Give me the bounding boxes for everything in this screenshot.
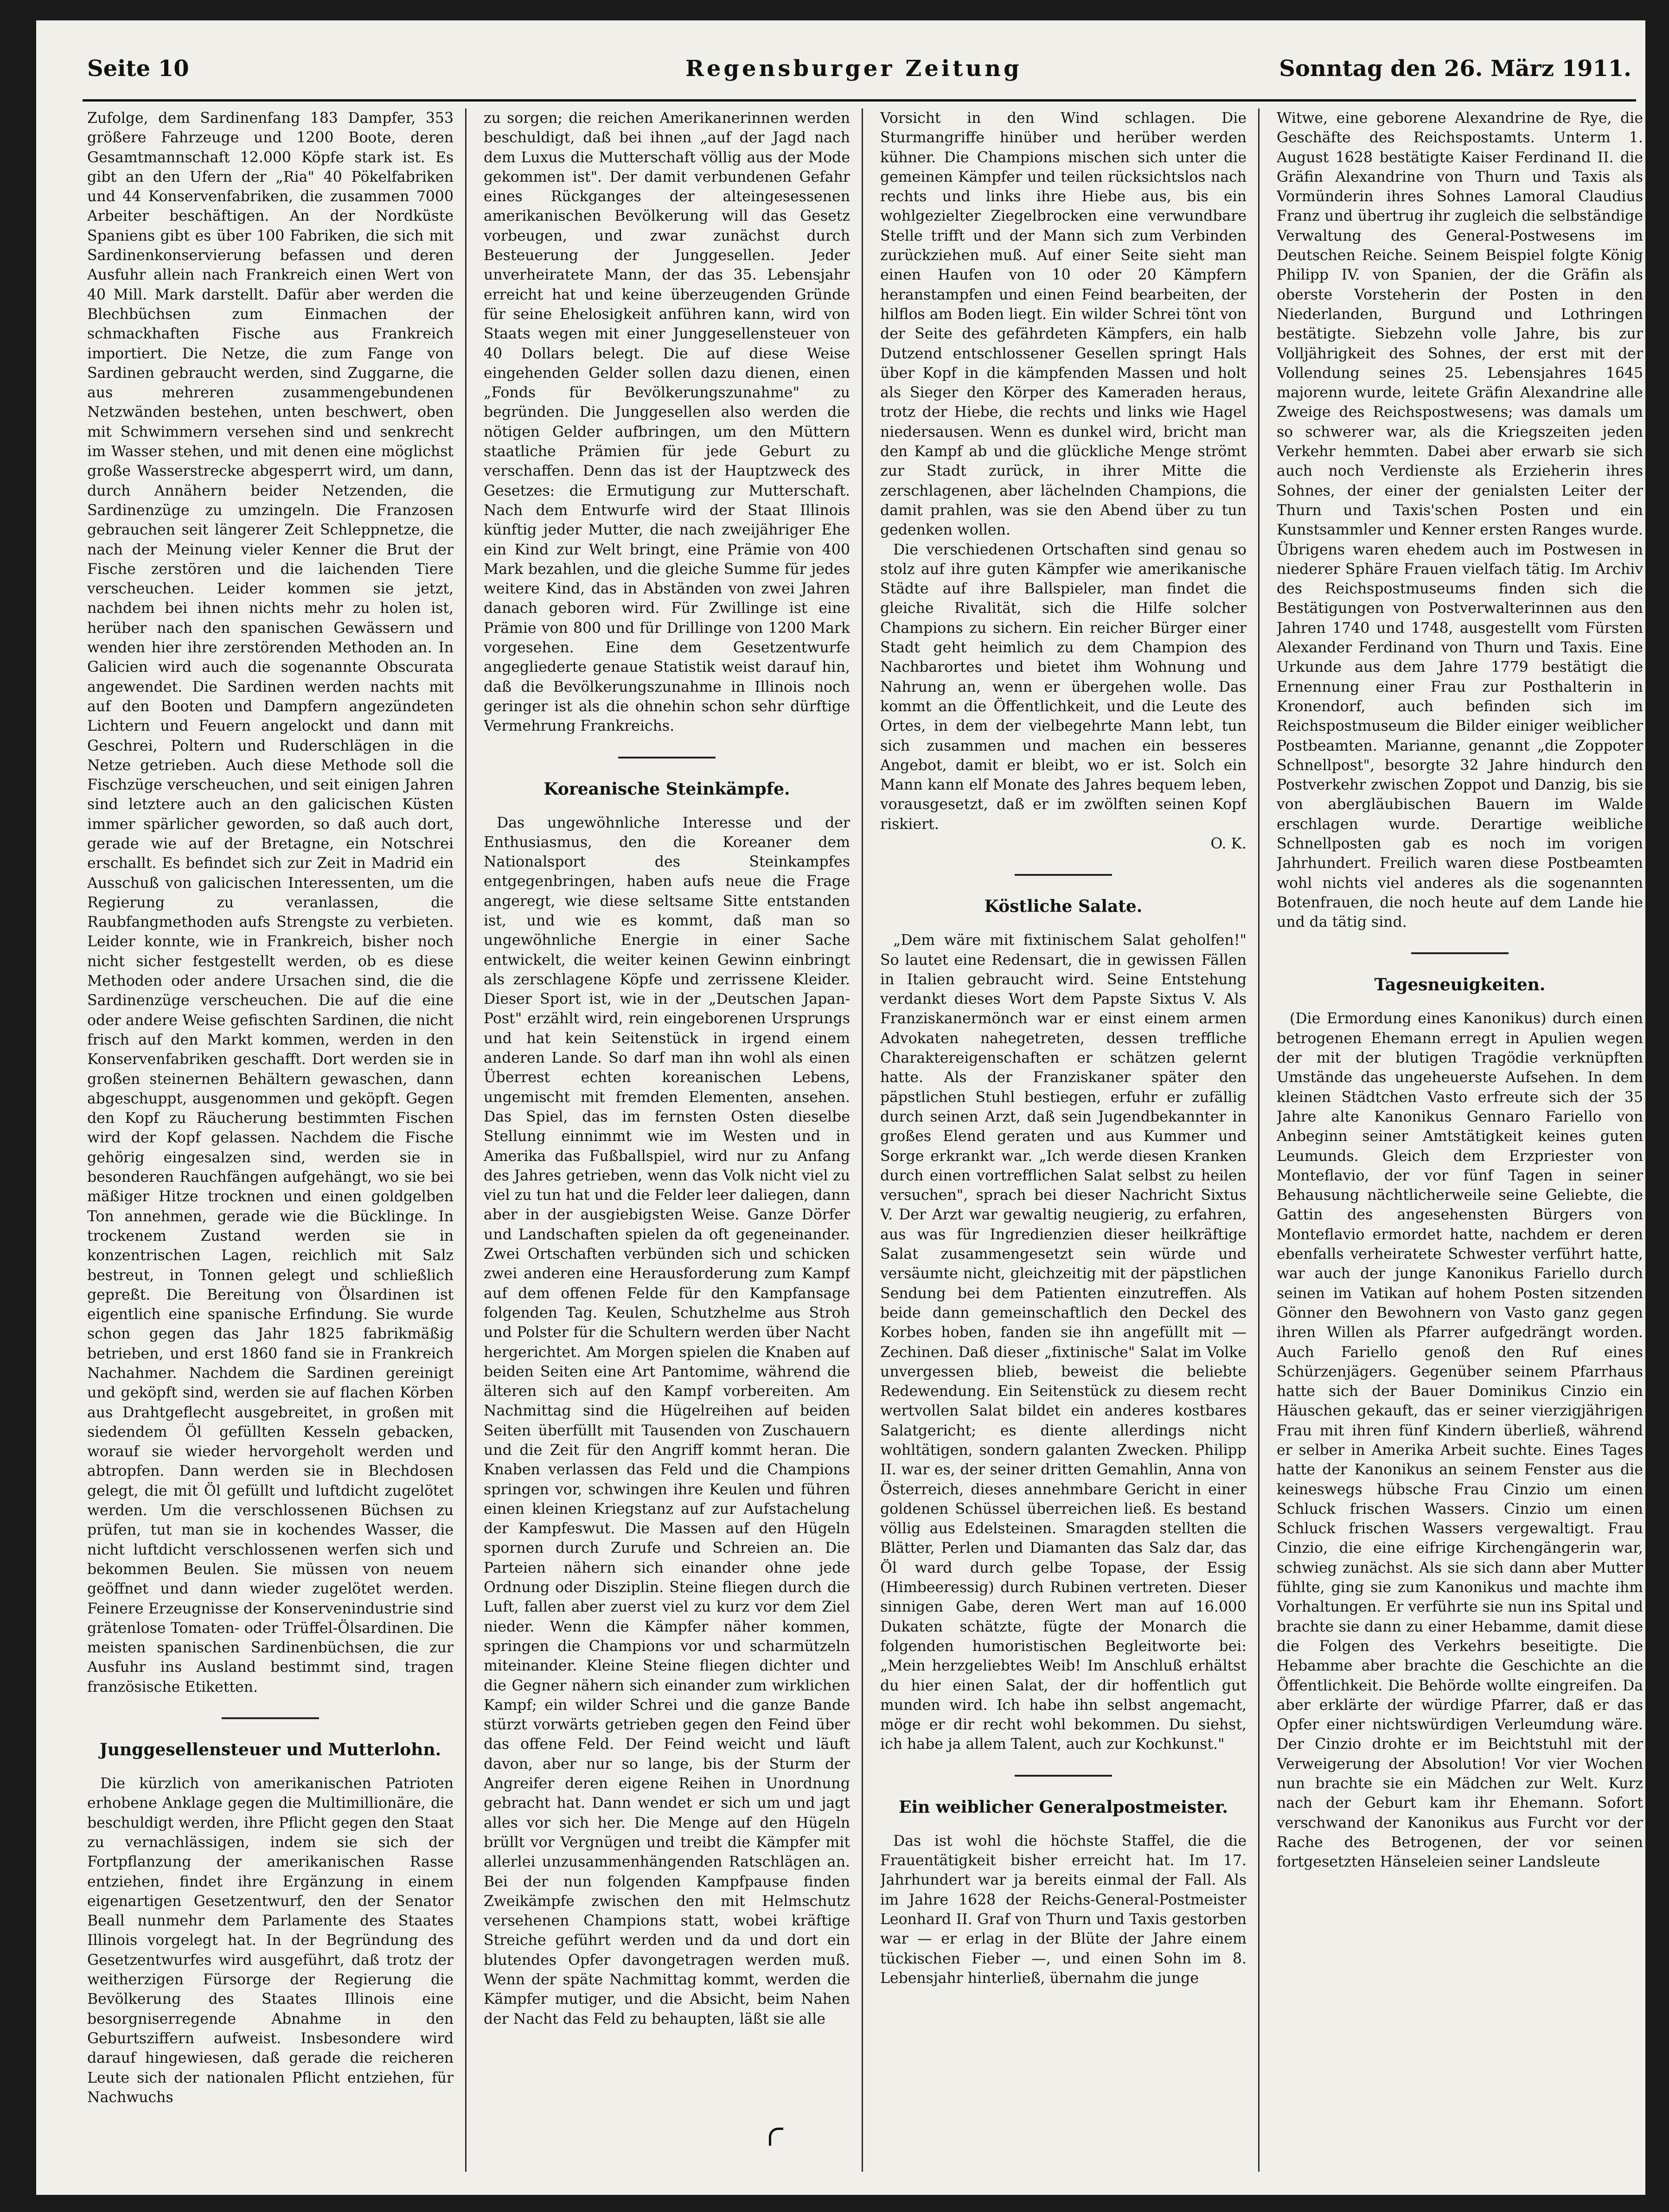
article-headline: Koreanische Steinkämpfe.	[544, 779, 790, 799]
author-signature: O. K.	[1210, 835, 1247, 852]
column-divider	[1258, 108, 1260, 2172]
column-1	[87, 108, 454, 2176]
article-paragraph: „Dem wäre mit fixtinischem Salat geholfen!" So lautet eine Redensart, die in gewissen Fällen in Italien gebraucht wird. Seine Entstehung verdankt dieses Wort dem Papste Sixtus V. Als Franziskanermönch war er einst einem armen Advokaten nahegetreten, dessen treffliche Charaktereigenschaften er schätzen gelernt hatte. Als der Franziskaner später den päpstlichen Stuhl bestiegen, erfuhr er zufällig durch seinen Arzt, daß sein Jugendbekannter in großes Elend geraten und aus Kummer und Sorge erkrankt war. „Ich werde diesen Kranken durch einen vortrefflichen Salat selbst zu heilen versuchen", sprach bei dieser Nachricht Sixtus V. Der Arzt war gewaltig neugierig, zu erfahren, aus was für Ingredienzien dieser heilkräftige Salat zusammengesetzt sein würde und versäumte nicht, gleichzeitig mit der päpstlichen Sendung bei dem Patienten einzutreffen. Als beide dann gemeinschaftlich den Deckel des Korbes hoben, fanden sie ihn angefüllt mit — Zechinen. Daß dieser „fixtinische" Salat im Volke unvergessen blieb, beweist die beliebte Redewendung. Ein Seitenstück zu diesem recht wertvollen Salat bildet ein anderes kostbares Salatgericht; es diente allerdings nicht wohltätigen, sondern galanten Zwecken. Philipp II. war es, der seiner dritten Gemahlin, Anna von Österreich, dieses annehmbare Gericht in einer goldenen Schüssel überreichen ließ. Es bestand völlig aus Edelsteinen. Smaragden stellten die Blätter, Perlen und Diamanten das Salz dar, das Öl ward durch gelbe Topase, der Essig (Himbeeressig) durch Rubinen vertreten. Dieser sinnigen Gabe, deren Wert man auf 16.000 Dukaten schätzte, fügte der Monarch die folgenden humoristischen Begleitworte bei: „Mein herzgeliebtes Weib! Im Anschluß erhältst du hier einen Salat, der dir hoffentlich gut munden wird. Ich habe ihn selbst angemacht, möge er dir recht wohl bekommen. Du siehst, ich habe ja allem Talent, auch zur Kochkunst."	[880, 932, 1247, 1753]
article-divider	[1015, 874, 1112, 876]
article-paragraph: Die verschiedenen Ortschaften sind genau so stolz auf ihre guten Kämpfer wie amerikanische Städte auf ihre Ballspieler, man findet die gleiche Rivalität, sich die Hilfe solcher Champions zu sichern. Ein reicher Bürger einer Stadt geht heimlich zu dem Champion des Nachbarortes und bietet ihm Wohnung und Nahrung an, wenn er übergehen wolle. Das kommt an die Öffentlichkeit, und die Leute des Ortes, in dem der vielbegehrte Mann lebt, tun sich zusammen und machen ein besseres Angebot, damit er bleibt, wo er ist. Solch ein Mann kann elf Monate des Jahres bequem leben, vorausgesetzt, daß er im zwölften seinen Kopf riskiert.	[880, 541, 1247, 833]
column-divider	[465, 108, 467, 2172]
column-4	[1277, 108, 1643, 2176]
article-paragraph: zu sorgen; die reichen Amerikanerinnen werden beschuldigt, daß bei ihnen „auf der Jagd nach dem Luxus die Mutterschaft völlig aus der Mode gekommen ist". Der damit verbundenen Gefahr eines Rückganges der alteingesessenen amerikanischen Bevölkerung will das Gesetz vorbeugen, und zwar zunächst durch Besteuerung der Junggesellen. Jeder unverheiratete Mann, der das 35. Lebensjahr erreicht hat und keine überzeugenden Gründe für seine Ehelosigkeit anführen kann, wird von Staats wegen mit einer Junggesellensteuer von 40 Dollars belegt. Die auf diese Weise eingehenden Gelder sollen dazu dienen, einen „Fonds für Bevölkerungszunahme" zu begründen. Die Junggesellen also werden die nötigen Gelder aufbringen, um den Müttern staatliche Prämien für jede Geburt zu verschaffen. Denn das ist der Hauptzweck des Gesetzes: die Ermutigung zur Mutterschaft. Nach dem Entwurfe wird der Staat Illinois künftig jeder Mutter, die nach zweijähriger Ehe ein Kind zur Welt bringt, eine Prämie von 400 Mark bezahlen, und die gleiche Summe für jedes weitere Kind, das in Abständen von zwei Jahren danach geboren wird. Für Zwillinge ist eine Prämie von 800 und für Drillinge von 1200 Mark vorgesehen. Eine dem Gesetzentwurfe angegliederte genaue Statistik weist darauf hin, daß die Bevölkerungszunahme in Illinois noch geringer ist als die ohnehin schon sehr dürftige Vermehrung Frankreichs.	[484, 110, 850, 735]
newspaper-title: Regensburger Zeitung	[685, 56, 1022, 82]
article-paragraph: Die kürzlich von amerikanischen Patrioten erhobene Anklage gegen die Multimillionäre, die beschuldigt werden, ihre Pflicht gegen den Staat zu vernachlässigen, indem sie sich der Fortpflanzung der amerikanischen Rasse entziehen, findet ihre Ergänzung in einem eigenartigen Gesetzentwurf, den der Senator Beall nunmehr dem Parlamente des Staates Illinois vorgelegt hat. In der Begründung des Gesetzentwurfes wird ausgeführt, daß trotz der weitherzigen Fürsorge der Regierung die Bevölkerung des Staates Illinois eine besorgniserregende Abnahme in den Geburtsziffern aufweist. Insbesondere wird darauf hingewiesen, daß gerade die reicheren Leute sich der nationalen Pflicht entziehen, für Nachwuchs	[87, 1775, 454, 2106]
article-paragraph: Das ungewöhnliche Interesse und der Enthusiasmus, den die Koreaner dem Nationalsport des Steinkampfes entgegenbringen, haben aufs neue die Frage angeregt, wie diese seltsame Sitte entstanden ist, und wie es kommt, daß man so ungewöhnliche Energie in einer Sache entwickelt, die weiter keinen Gewinn einbringt als zerschlagene Köpfe und zerrissene Kleider. Dieser Sport ist, wie in der „Deutschen Japan-Post" erzählt wird, rein eingeborenen Ursprungs und hat kein Seitenstück in irgend einem anderen Lande. So darf man ihn wohl als einen Überrest echten koreanischen Lebens, ungemischt mit fremden Elementen, ansehen. Das Spiel, das im fernsten Osten dieselbe Stellung einnimmt wie im Westen und in Amerika das Fußballspiel, wird nur zu Anfang des Jahres getrieben, wenn das Volk nicht viel zu viel zu tun hat und die Felder leer daliegen, dann aber in der ausgiebigsten Weise. Ganze Dörfer und Landschaften spielen da oft gegeneinander. Zwei Ortschaften verbünden sich und schicken zwei anderen eine Herausforderung zum Kampf auf dem offenen Felde für den Kampfansage folgenden Tag. Keulen, Schutzhelme aus Stroh und Polster für die Schultern werden über Nacht hergerichtet. Am Morgen spielen die Knaben auf beiden Seiten eine Art Pantomime, während die älteren sich auf den Kampf vorbereiten. Am Nachmittag sind die Hügelreihen auf beiden Seiten überfüllt mit Tausenden von Zuschauern und die Zeit für den Angriff kommt heran. Die Knaben verlassen das Feld und die Champions springen vor, schwingen ihre Keulen und führen einen kleinen Kriegstanz auf zur Aufstachelung der Kampfeswut. Die Massen auf den Hügeln spornen durch Zurufe und Schreien an. Die Parteien nähern sich einander ohne jede Ordnung oder Disziplin. Steine fliegen durch die Luft, fallen aber zuerst viel zu kurz vor dem Ziel nieder. Wenn die Kämpfer näher kommen, springen die Champions vor und scharmützeln miteinander. Kleine Steine fliegen dichter und die Gegner nähern sich einander zum wirklichen Kampf; ein wilder Schrei und die ganze Bande stürzt vorwärts getrieben gegen den Feind über das offene Feld. Der Feind weicht und läuft davon, aber nur so lange, bis der Sturm der Angreifer deren eigene Reihen in Unordnung gebracht hat. Dann wendet er sich um und jagt alles vor sich her. Die Menge auf den Hügeln brüllt vor Vergnügen und treibt die Kämpfer mit allerlei unzusammenhängenden Ratschlägen an. Bei der nun folgenden Kampfpause finden Zweikämpfe zwischen den mit Helmschutz versehenen Champions statt, wobei kräftige Streiche geführt werden und da und dort ein blutendes Opfer davongetragen werden muß. Wenn der späte Nachmittag kommt, werden die Kämpfer mutiger, und die Absicht, beim Nahen der Nacht das Feld zu behaupten, läßt sie alle	[484, 814, 850, 2027]
issue-date: Sonntag den 26. März 1911.	[1279, 56, 1631, 82]
article-headline: Köstliche Salate.	[984, 897, 1143, 917]
article-headline: Junggesellensteuer und Mutterlohn.	[99, 1740, 441, 1760]
page-number: Seite 10	[87, 56, 189, 82]
newspaper-page	[36, 20, 1645, 2195]
article-divider	[1015, 1775, 1112, 1777]
article-divider	[222, 1717, 319, 1719]
article-paragraph: Vorsicht in den Wind schlagen. Die Sturmangriffe hinüber und herüber werden kühner. Die Champions mischen sich unter die gemeinen Kämpfer und teilen rücksichtslos nach rechts und links ihre Hiebe aus, bis ein wohlgezielter Ziegelbrocken eine verwundbare Stelle trifft und der Mann sich zum Verbinden zurückziehen muß. Auf einer Seite sieht man einen Haufen von 10 oder 20 Kämpfern heranstampfen und einen Feind bearbeiten, der hilflos am Boden liegt. Ein wilder Schrei tönt von der Seite des gefährdeten Kämpfers, ein halb Dutzend entschlossener Gesellen springt Hals über Kopf in die kämpfenden Massen und holt als Sieger den Körper des Kameraden heraus, trotz der Hiebe, die rechts und links wie Hagel niedersausen. Wenn es dunkel wird, bricht man den Kampf ab und die glückliche Menge strömt zur Stadt zurück, in ihrer Mitte die zerschlagenen, aber lächelnden Champions, die damit prahlen, was sie den Abend über zu tun gedenken wollen.	[880, 110, 1247, 539]
article-paragraph: Witwe, eine geborene Alexandrine de Rye, die Geschäfte des Reichspostamts. Unterm 1. August 1628 bestätigte Kaiser Ferdinand II. die Gräfin Alexandrine von Thurn und Taxis als Vormünderin ihres Sohnes Lamoral Claudius Franz und übertrug ihr zugleich die selbständige Verwaltung des General-Postwesens im Deutschen Reiche. Seinem Beispiel folgte König Philipp IV. von Spanien, der die Gräfin als oberste Vorsteherin der Posten in den Niederlanden, Burgund und Lothringen bestätigte. Siebzehn volle Jahre, bis zur Volljährigkeit des Sohnes, der erst mit der Vollendung seines 25. Lebensjahres 1645 majorenn wurde, leitete Gräfin Alexandrine alle Zweige des Reichspostwesens; was damals um so schwerer war, als die Kriegszeiten jeden Verkehr hemmten. Dabei aber erwarb sie sich auch noch Verdienste als Erzieherin ihres Sohnes, der einer der genialsten Leiter der Thurn und Taxis'schen Posten und ein Kunstsammler und Kenner ersten Ranges wurde. Übrigens waren ehedem auch im Postwesen in niederer Sphäre Frauen vielfach tätig. Im Archiv des Reichspostmuseums finden sich die Bestätigungen von Postverwalterinnen aus den Jahren 1740 und 1748, ausgestellt vom Fürsten Alexander Ferdinand von Thurn und Taxis. Eine Urkunde aus dem Jahre 1779 bestätigt die Ernennung einer Frau zur Posthalterin in Kronendorf, auch befinden sich im Reichspostmuseum die Bilder einiger weiblicher Postbeamten. Marianne, genannt „die Zoppoter Schnellpost", besorgte 32 Jahre hindurch den Postverkehr zwischen Zoppot und Danzig, bis sie von abergläubischen Bauern im Walde erschlagen wurde. Derartige weibliche Schnellposten gab es noch im vorigen Jahrhundert. Freilich waren diese Postbeamten wohl nichts viel anderes als die sogenannten Botenfrauen, die noch heute auf dem Lande hie und da tätig sind.	[1277, 110, 1643, 931]
section-headline: Tagesneuigkeiten.	[1374, 975, 1546, 995]
article-divider	[1411, 952, 1509, 954]
ink-mark	[769, 2128, 783, 2146]
column-divider	[862, 108, 863, 2172]
article-headline: Ein weiblicher Generalpostmeister.	[899, 1797, 1228, 1817]
column-3	[880, 108, 1247, 2176]
article-paragraph: Das ist wohl die höchste Staffel, die die Frauentätigkeit bisher erreicht hat. Im 17. Jahrhundert war ja bereits einmal der Fall. Als im Jahre 1628 der Reichs-General-Postmeister Leonhard II. Graf von Thurn und Taxis gestorben war — er erlag in der Blüte der Jahre einem tückischen Fieber —, und einen Sohn im 8. Lebensjahr hinterließ, übernahm die junge	[880, 1832, 1247, 1987]
article-paragraph: Zufolge, dem Sardinenfang 183 Dampfer, 353 größere Fahrzeuge und 1200 Boote, deren Gesamtmannschaft 12.000 Köpfe stark ist. Es gibt an den Ufern der „Ria" 40 Pökelfabriken und 44 Konservenfabriken, die zusammen 7000 Arbeiter beschäftigen. An der Nordküste Spaniens gibt es über 100 Fabriken, die sich mit Sardinenkonservierung befassen und deren Ausfuhr allein nach Frankreich einen Wert von 40 Mill. Mark darstellt. Dafür aber werden die Blechbüchsen zum Einmachen der schmackhaften Fische aus Frankreich importiert. Die Netze, die zum Fange von Sardinen gebraucht werden, sind Zuggarne, die aus mehreren zusammengebundenen Netzwänden bestehen, unten beschwert, oben mit Schwimmern versehen sind und senkrecht im Wasser stehen, und mit denen eine möglichst große Wasserstrecke abgesperrt wird, um dann, durch Annähern beider Netzenden, die Sardinenzüge zu umzingeln. Die Franzosen gebrauchen seit längerer Zeit Schleppnetze, die nach der Meinung vieler Kenner die Brut der Fische zerstören und die laichenden Tiere verscheuchen. Leider kommen sie jetzt, nachdem bei ihnen nichts mehr zu holen ist, herüber nach den spanischen Gewässern und wenden hier ihre zerstörenden Methoden an. In Galicien wird auch die sogenannte Obscurata angewendet. Die Sardinen werden nachts mit auf den Booten und Dampfern angezündeten Lichtern und Feuern angelockt und dann mit Geschrei, Poltern und Ruderschlägen in die Netze getrieben. Auch diese Methode soll die Fischzüge verscheuchen, und seit einigen Jahren sind letztere auch an den galicischen Küsten immer spärlicher geworden, so daß auch dort, gerade wie auf der Bretagne, ein Notschrei erschallt. Es befindet sich zur Zeit in Madrid ein Ausschuß von galicischen Interessenten, um die Regierung zu veranlassen, die Raubfangmethoden aufs Strengste zu verbieten. Leider konnte, wie in Frankreich, bisher noch nicht sicher festgestellt werden, ob es diese Methoden oder andere Ursachen sind, die die Sardinenzüge verscheuchen. Die auf die eine oder andere Weise gefischten Sardinen, die nicht frisch auf den Markt kommen, werden in den Konservenfabriken geschafft. Dort werden sie in großen steinernen Behältern gewaschen, dann abgeschuppt, ausgenommen und geköpft. Gegen den Kopf zu Räucherung bestimmten Fischen wird der Kopf gelassen. Nachdem die Fische gehörig eingesalzen sind, werden sie in besonderen Rauchfängen aufgehängt, wo sie bei mäßiger Hitze trocknen und einen goldgelben Ton annehmen, gerade wie die Bücklinge. In trockenem Zustand werden sie in konzentrischen Lagen, reichlich mit Salz bestreut, in Tonnen gelegt und schließlich gepreßt. Die Bereitung von Ölsardinen ist eigentlich eine spanische Erfindung. Sie wurde schon gegen das Jahr 1825 fabrikmäßig betrieben, und erst 1860 fand sie in Frankreich Nachahmer. Nachdem die Sardinen gereinigt und geköpft sind, werden sie auf flachen Körben aus Drahtgeflecht ausgebreitet, in großen mit siedendem Öl gefüllten Kesseln gebacken, worauf sie wieder hervorgeholt werden und abtropfen. Dann werden sie in Blechdosen gelegt, die mit Öl gefüllt und luftdicht zugelötet werden. Um die verschlossenen Büchsen zu prüfen, tut man sie in kochendes Wasser, die nicht luftdicht verschlossenen werfen sich und bekommen Beulen. Sie müssen von neuem geöffnet und dann wieder zugelötet werden. Feinere Erzeugnisse der Konservenindustrie sind grätenlose Tomaten- oder Trüffel-Ölsardinen. Die meisten spanischen Sardinenbüchsen, die zur Ausfuhr ins Ausland bestimmt sind, tragen französische Etiketten.	[87, 110, 454, 1696]
article-paragraph: (Die Ermordung eines Kanonikus) durch einen betrogenen Ehemann erregt in Apulien wegen der mit der blutigen Tragödie verknüpften Umstände das ungeheuerste Aufsehen. In dem kleinen Städtchen Vasto erfreute sich der 35 Jahre alte Kanonikus Gennaro Fariello von Anbeginn seiner Amtstätigkeit keines guten Leumunds. Gleich dem Erzpriester von Monteflavio, der vor fünf Tagen in seiner Behausung nächtlicherweile seine Geliebte, die Gattin des angesehensten Bürgers von Monteflavio ermordet hatte, nachdem er deren ebenfalls verheiratete Schwester verführt hatte, war auch der junge Kanonikus Fariello durch seinen im Vatikan auf hohem Posten sitzenden Gönner den Bewohnern von Vasto ganz gegen ihren Willen als Pfarrer aufgedrängt worden. Auch Fariello genoß den Ruf eines Schürzenjägers. Gegenüber seinem Pfarrhaus hatte sich der Bauer Dominikus Cinzio ein Häuschen gekauft, das er seiner vierzigjährigen Frau mit ihren fünf Kindern überließ, während er selber in Amerika Arbeit suchte. Eines Tages hatte der Kanonikus an seinem Fenster aus die keineswegs hübsche Frau Cinzio um einen Schluck frischen Wassers. Cinzio um einen Schluck frischen Wassers vergewaltigt. Frau Cinzio, die eine eifrige Kirchengängerin war, schwieg zunächst. Als sie sich dann aber Mutter fühlte, ging sie zum Kanonikus und machte ihm Vorhaltungen. Er verführte sie nun ins Spital und brachte sie dann zu einer Hebamme, damit diese die Folgen des Verkehrs beseitigte. Die Hebamme aber brachte die Geschichte an die Öffentlichkeit. Die Behörde wollte eingreifen. Da aber erklärte der würdige Pfarrer, daß er das Opfer einer nichtswürdigen Verleumdung wäre. Der Cinzio drohte er im Beichtstuhl mit der Verweigerung der Absolution! Vor vier Wochen nun brachte sie ein Mädchen zur Welt. Kurz nach der Geburt kam ihr Ehemann. Sofort verschwand der Kanonikus aus Furcht vor der Rache des Betrogenen, der vor seinen fortgesetzten Hänseleien seiner Landsleute	[1277, 1010, 1643, 1871]
column-2	[484, 108, 850, 2176]
header-divider	[83, 99, 1636, 102]
page-header	[87, 49, 1631, 86]
article-divider	[618, 757, 716, 759]
